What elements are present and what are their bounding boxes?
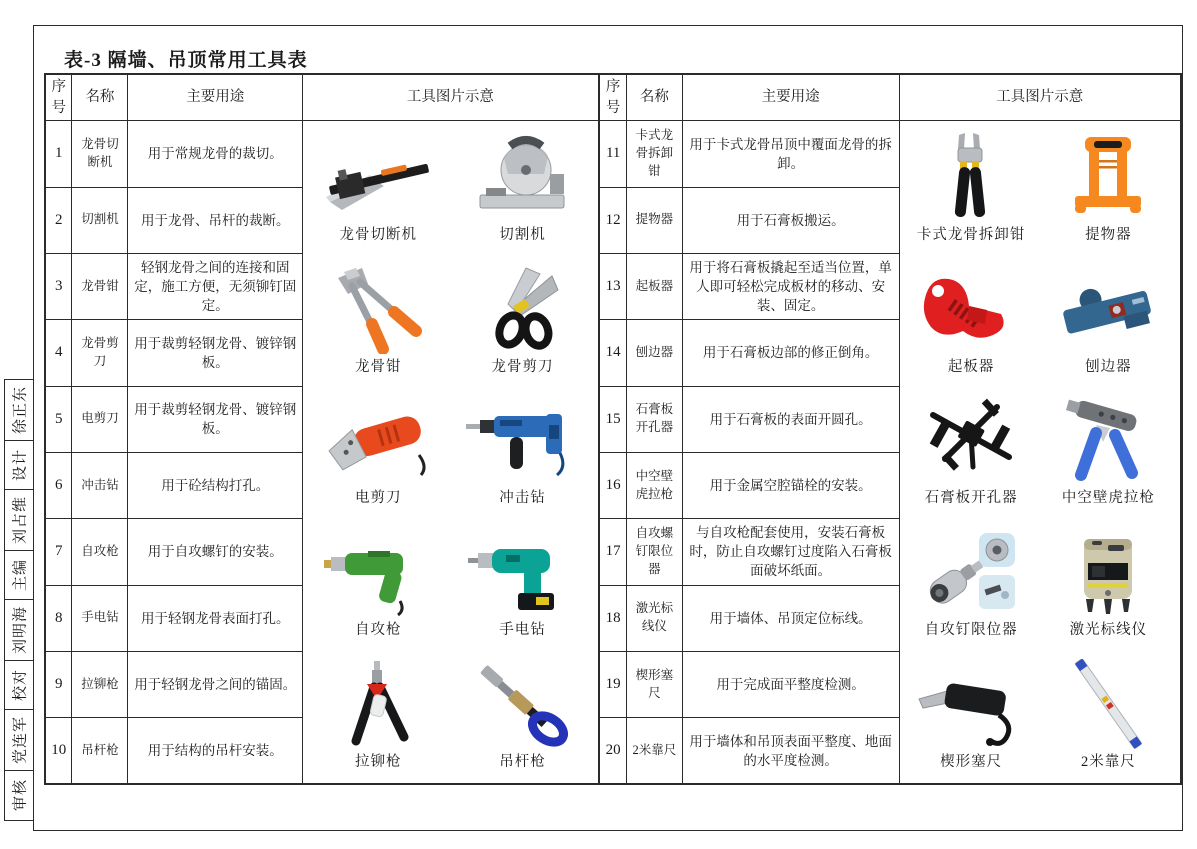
tool-image-group [903, 264, 1177, 378]
tool-figure [907, 132, 1035, 246]
cell-name: 切割机 [72, 187, 128, 253]
cell-name: 石膏板开孔器 [626, 386, 682, 452]
col-header-name: 名称 [72, 74, 128, 121]
cell-index: 16 [599, 452, 626, 518]
tool-image-group [903, 659, 1177, 773]
tool-caption: 起板器 [947, 358, 995, 375]
page-title: 表-3 隔墙、吊顶常用工具表 [64, 50, 308, 71]
cell-name: 吊杆枪 [72, 718, 128, 784]
tool-image-group [903, 527, 1177, 641]
tool-caption: 卡式龙骨拆卸钳 [916, 227, 1026, 244]
tool-caption: 石膏板开孔器 [924, 490, 1018, 507]
tool-figure [1044, 132, 1172, 246]
approval-sidebar [4, 379, 34, 821]
rivet-gun-icon [319, 659, 437, 749]
cell-index: 10 [45, 718, 72, 784]
table-row [45, 121, 599, 187]
panel-carrier-icon [1052, 132, 1164, 222]
cell-use: 用于金属空腔锚栓的安装。 [682, 452, 899, 518]
cell-index: 17 [599, 519, 626, 585]
cell-index: 5 [45, 386, 72, 452]
designer-name: 徐正东 [12, 385, 29, 435]
cell-name: 龙骨剪刀 [72, 320, 128, 386]
cell-index: 2 [45, 187, 72, 253]
cell-name: 自攻螺钉限位器 [626, 519, 682, 585]
cell-name: 自攻枪 [72, 519, 128, 585]
keel-cutter-icon [319, 132, 437, 222]
tools-table-left [44, 73, 600, 785]
wedge-feeler-gauge-icon [915, 659, 1027, 749]
screw-gun-icon [319, 527, 437, 617]
sidebar-cell-reviewer-name [4, 709, 34, 771]
tool-image-group [903, 132, 1177, 246]
cell-index: 14 [599, 320, 626, 386]
cell-use: 用于龙骨、吊杆的裁断。 [128, 187, 303, 253]
cell-index: 12 [599, 187, 626, 253]
tool-image-group [306, 659, 594, 773]
tool-figure [314, 395, 442, 509]
screw-depth-stop-icon [915, 527, 1027, 617]
cell-index: 13 [599, 253, 626, 319]
tool-figure [314, 659, 442, 773]
tool-figure [458, 527, 586, 641]
tool-caption: 中空壁虎拉枪 [1061, 490, 1155, 507]
cell-index: 20 [599, 718, 626, 784]
tools-tables [44, 73, 1182, 785]
tool-figure [1044, 527, 1172, 641]
cell-index: 3 [45, 253, 72, 319]
tool-figure [458, 264, 586, 378]
cell-name: 刨边器 [626, 320, 682, 386]
cell-use: 用于完成面平整度检测。 [682, 651, 899, 717]
cell-use: 用于裁剪轻钢龙骨、镀锌钢板。 [128, 320, 303, 386]
sidebar-cell-editor-role [4, 550, 34, 601]
table-header-row [45, 74, 599, 121]
cell-name: 激光标线仪 [626, 585, 682, 651]
col-header-use: 主要用途 [682, 74, 899, 121]
cell-index: 4 [45, 320, 72, 386]
reviewer-name: 党连军 [12, 715, 29, 765]
tool-image-column-right [899, 121, 1181, 785]
sidebar-cell-proofer-name [4, 599, 34, 661]
cell-use: 轻钢龙骨之间的连接和固定，施工方便，无须铆钉固定。 [128, 253, 303, 319]
electric-shear-icon [319, 395, 437, 485]
tool-caption: 冲击钻 [499, 490, 546, 507]
tool-figure [907, 264, 1035, 378]
cell-name: 电剪刀 [72, 386, 128, 452]
cell-use: 用于将石膏板撬起至适当位置，单人即可轻松完成板材的移动、安装、固定。 [682, 253, 899, 319]
tool-caption: 自攻枪 [355, 621, 402, 638]
takedown-pliers-icon [915, 132, 1027, 222]
proofer-role: 校对 [12, 668, 29, 702]
col-header-use: 主要用途 [128, 74, 303, 121]
cell-index: 18 [599, 585, 626, 651]
board-lifter-icon [915, 264, 1027, 354]
anchor-setting-gun-icon [1052, 395, 1164, 485]
cell-name: 楔形塞尺 [626, 651, 682, 717]
hanger-rod-gun-icon [463, 659, 581, 749]
cell-name: 提物器 [626, 187, 682, 253]
editor-role: 主编 [12, 558, 29, 592]
tool-image-group [903, 395, 1177, 509]
cell-use: 用于石膏板边部的修正倒角。 [682, 320, 899, 386]
tool-figure [907, 395, 1035, 509]
col-header-image: 工具图片示意 [899, 74, 1181, 121]
designer-role: 设计 [12, 448, 29, 482]
cell-use: 用于自攻螺钉的安装。 [128, 519, 303, 585]
cell-use: 用于墙体、吊顶定位标线。 [682, 585, 899, 651]
tool-figure [907, 659, 1035, 773]
sidebar-cell-reviewer-role [4, 770, 34, 821]
cell-name: 卡式龙骨拆卸钳 [626, 121, 682, 187]
cell-use: 用于墙体和吊顶表面平整度、地面的水平度检测。 [682, 718, 899, 784]
tool-figure [1044, 659, 1172, 773]
tool-figure [1044, 395, 1172, 509]
cell-name: 起板器 [626, 253, 682, 319]
tool-figure [907, 527, 1035, 641]
sidebar-cell-proofer-role [4, 660, 34, 711]
chop-saw-icon [463, 132, 581, 222]
tool-image-group [306, 395, 594, 509]
cell-use: 用于砼结构打孔。 [128, 452, 303, 518]
proofer-name: 刘明海 [12, 605, 29, 655]
col-header-index: 序号 [599, 74, 626, 121]
tool-caption: 自攻钉限位器 [924, 621, 1018, 638]
keel-shears-icon [463, 264, 581, 354]
tool-caption: 龙骨钳 [355, 358, 402, 375]
tool-caption: 电剪刀 [355, 490, 402, 507]
sidebar-cell-designer-name [4, 379, 34, 441]
tool-image-column-left [303, 121, 599, 785]
cell-name: 中空壁虎拉枪 [626, 452, 682, 518]
laser-level-icon [1052, 527, 1164, 617]
tool-caption: 切割机 [499, 227, 546, 244]
cell-index: 8 [45, 585, 72, 651]
tool-figure [1044, 264, 1172, 378]
cell-use: 用于常规龙骨的裁切。 [128, 121, 303, 187]
col-header-name: 名称 [626, 74, 682, 121]
two-meter-ruler-icon [1052, 659, 1164, 749]
cell-name: 2米靠尺 [626, 718, 682, 784]
cell-index: 6 [45, 452, 72, 518]
tool-figure [314, 264, 442, 378]
hand-drill-icon [463, 527, 581, 617]
cell-index: 15 [599, 386, 626, 452]
tool-caption: 龙骨切断机 [339, 227, 417, 244]
tools-table-right [598, 73, 1182, 785]
tool-figure [314, 527, 442, 641]
tool-caption: 2米靠尺 [1080, 753, 1136, 770]
tool-caption: 手电钻 [499, 621, 546, 638]
tool-figure [458, 659, 586, 773]
cell-use: 用于石膏板的表面开圆孔。 [682, 386, 899, 452]
cell-use: 用于结构的吊杆安装。 [128, 718, 303, 784]
cell-use: 用于裁剪轻钢龙骨、镀锌钢板。 [128, 386, 303, 452]
col-header-image: 工具图片示意 [303, 74, 599, 121]
tool-caption: 提物器 [1085, 227, 1132, 244]
hole-cutter-icon [915, 395, 1027, 485]
cell-use: 用于卡式龙骨吊顶中覆面龙骨的拆卸。 [682, 121, 899, 187]
page-frame [33, 25, 1183, 831]
tool-image-group [306, 132, 594, 246]
table-row [599, 121, 1181, 187]
impact-drill-icon [463, 395, 581, 485]
tool-caption: 刨边器 [1085, 358, 1132, 375]
cell-index: 9 [45, 651, 72, 717]
sidebar-cell-editor-name [4, 489, 34, 551]
editor-name: 刘占维 [12, 495, 29, 545]
keel-pliers-icon [319, 264, 437, 354]
cell-index: 19 [599, 651, 626, 717]
reviewer-role: 审核 [12, 778, 29, 812]
edge-planer-icon [1052, 264, 1164, 354]
cell-name: 手电钻 [72, 585, 128, 651]
cell-name: 冲击钻 [72, 452, 128, 518]
cell-index: 7 [45, 519, 72, 585]
tool-caption: 龙骨剪刀 [491, 358, 554, 375]
cell-index: 1 [45, 121, 72, 187]
cell-use: 与自攻枪配套使用，安装石膏板时，防止自攻螺钉过度陷入石膏板面破坏纸面。 [682, 519, 899, 585]
tool-figure [458, 395, 586, 509]
tool-image-group [306, 527, 594, 641]
col-header-index: 序号 [45, 74, 72, 121]
cell-index: 11 [599, 121, 626, 187]
tool-image-grid-right [903, 123, 1177, 781]
cell-use: 用于石膏板搬运。 [682, 187, 899, 253]
tool-image-grid-left [306, 123, 594, 781]
tool-image-group [306, 264, 594, 378]
tool-caption: 吊杆枪 [499, 753, 546, 770]
tool-caption: 激光标线仪 [1069, 621, 1148, 638]
cell-use: 用于轻钢龙骨表面打孔。 [128, 585, 303, 651]
sidebar-cell-designer-role [4, 440, 34, 491]
tool-figure [458, 132, 586, 246]
table-header-row [599, 74, 1181, 121]
cell-name: 拉铆枪 [72, 651, 128, 717]
tool-caption: 楔形塞尺 [940, 753, 1003, 770]
cell-name: 龙骨切断机 [72, 121, 128, 187]
cell-use: 用于轻钢龙骨之间的锚固。 [128, 651, 303, 717]
cell-name: 龙骨钳 [72, 253, 128, 319]
tool-caption: 拉铆枪 [355, 753, 402, 770]
tool-figure [314, 132, 442, 246]
